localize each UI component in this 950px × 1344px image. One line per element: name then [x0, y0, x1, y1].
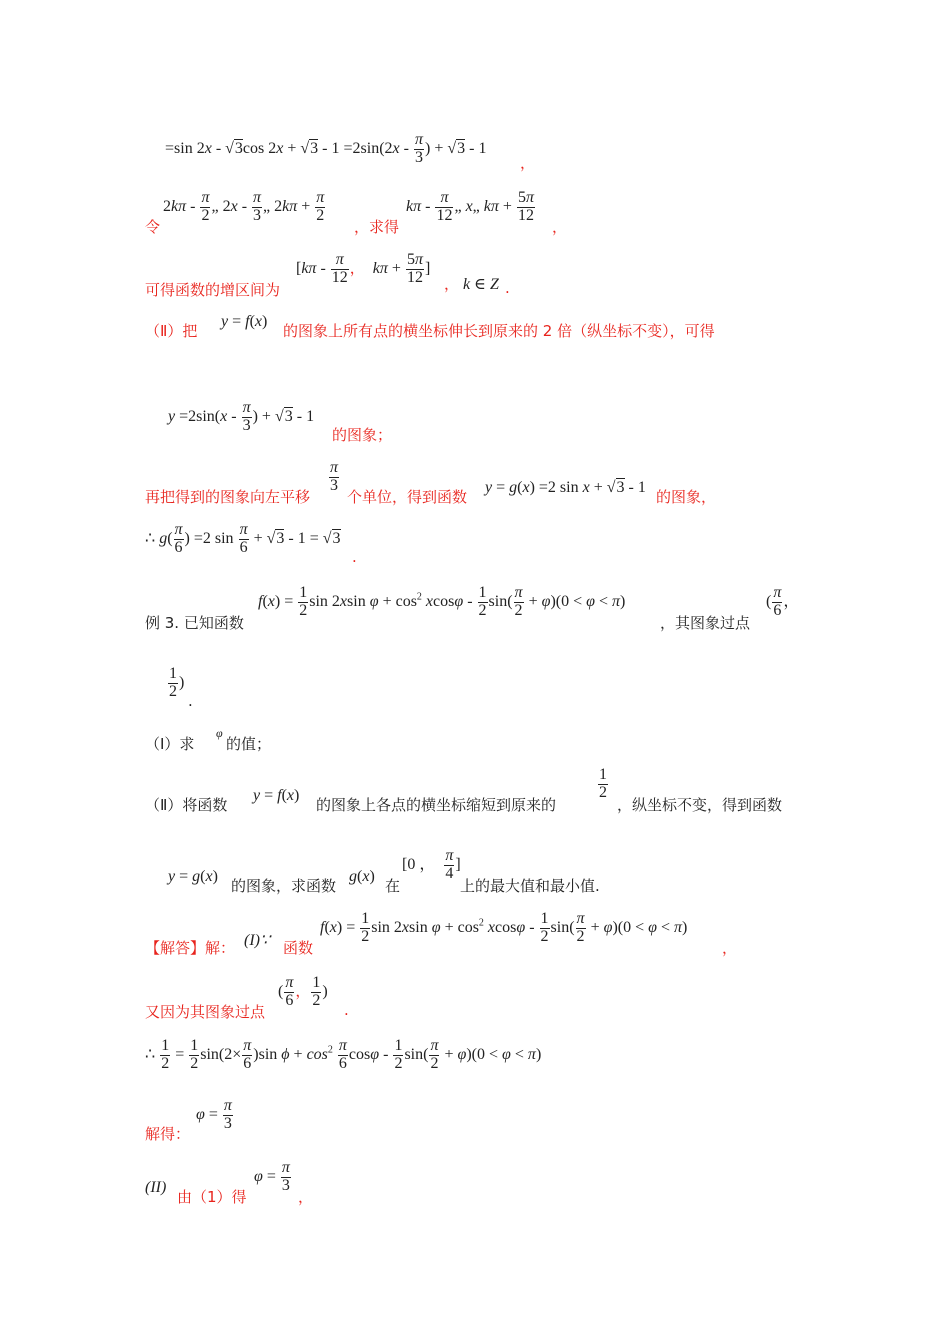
- answer-5-part: (II): [145, 1179, 167, 1196]
- example-3-label: 例 3. 已知函数: [145, 614, 244, 632]
- answer-2-text: 又因为其图象过点: [145, 1003, 266, 1021]
- answer-2-point: ( $\frac{\pi}{6}$ ， $\frac{1}{2}$ ): [278, 974, 328, 1009]
- question-2-label: （Ⅱ）将函数: [145, 796, 228, 814]
- q2b-text-1: 的图象，求函数: [231, 877, 337, 895]
- line-1-tail: ，: [520, 154, 536, 172]
- k-in-z: ， k ∈ Z: [444, 275, 499, 293]
- example-3-text: ，其图象过点: [660, 614, 751, 632]
- answer-4-eq: φ = $\frac{\pi}{3}$: [196, 1097, 232, 1132]
- example-3-point-x: ( $\frac{\pi}{6}$ ，: [766, 584, 800, 619]
- q2b-text-2: 在: [385, 877, 401, 895]
- let-label: 令: [145, 218, 161, 236]
- stretched-function: y =2sin(x - $\frac{\pi}{3}$ ) + √3 - 1: [168, 399, 315, 434]
- shift-text-1: 再把得到的图象向左平移: [145, 488, 311, 506]
- line-2-tail: ，: [552, 218, 568, 236]
- graph-of-text: 的图象；: [332, 426, 393, 444]
- example-3-function: f(x) = $\frac{1}{2}$ sin 2xsin $\varphi + \cos^2 xcos\varphi$ - $\frac{1}{2}$ sin( $\frac{\pi}{2}$ + φ)(0 < φ < π): [258, 584, 626, 619]
- q2b-interval: [0 ， $\frac{\pi}{4}$ ]: [402, 847, 461, 882]
- example-3-point-y: $\frac{1}{2}$ ): [169, 665, 185, 700]
- answer-function-word: 函数: [283, 939, 314, 957]
- answer-5-tail: ，: [298, 1188, 314, 1206]
- increasing-interval: [kπ - $\frac{\pi}{12}$ ， kπ + $\frac{5\pi}{12}$ ]: [296, 251, 431, 286]
- answer-5-text: 由（1）得: [177, 1188, 247, 1206]
- answer-4-text: 解得：: [145, 1125, 191, 1143]
- function-y-fx: y = f(x): [221, 313, 268, 330]
- shift-amount: $\frac{\pi}{3}$: [330, 459, 339, 494]
- increasing-interval-text: 可得函数的增区间为: [145, 281, 281, 299]
- shift-text-3: 的图象，: [656, 488, 717, 506]
- g-pi-over-6-eq: ∴ g( $\frac{\pi}{6}$ ) =2 sin $\frac{\pi}{6}$ + √3 - 1 = √3: [145, 521, 341, 556]
- q2-text-1: 的图象上各点的横坐标缩短到原来的: [316, 796, 557, 814]
- q2-text-2: ，纵坐标不变，得到函数: [617, 796, 783, 814]
- question-1-label: （Ⅰ）求: [145, 735, 195, 753]
- answer-function: f(x) = $\frac{1}{2}$ sin 2xsin $\varphi + \cos^2 xcos\varphi$ - $\frac{1}{2}$ sin( $\frac{\pi}{2}$ + φ)(0 < φ < π): [320, 910, 688, 945]
- line-3-tail: .: [505, 279, 510, 297]
- inequality-range: 2kπ - $\frac{\pi}{2}$ „ 2x - $\frac{\pi}{3}$ „ 2kπ + $\frac{\pi}{2}$: [163, 189, 325, 224]
- q2-function: y = f(x): [253, 787, 300, 804]
- q2b-function: y = g(x): [168, 868, 218, 885]
- q2b-function-2: g(x): [349, 868, 375, 885]
- example-3-tail: .: [188, 692, 193, 710]
- answer-2-tail: .: [344, 1001, 349, 1019]
- phi-var: φ: [216, 726, 223, 740]
- answer-5-eq: φ = $\frac{\pi}{3}$: [254, 1159, 290, 1194]
- part-2-label: （Ⅱ）把: [145, 322, 198, 340]
- answer-label: 【解答】解：: [145, 939, 236, 957]
- solve-label: ，求得: [354, 218, 400, 236]
- equation-line-1: =sin 2x - √3cos 2x + √3 - 1 =2sin(2x - $\frac{\pi}{3}$ ) + √3 - 1: [165, 131, 487, 166]
- q2b-text-3: 上的最大值和最小值.: [460, 877, 600, 895]
- answer-tail: ，: [722, 939, 738, 957]
- stretch-text: 的图象上所有点的横坐标伸长到原来的 2 倍（纵坐标不变），可得: [283, 322, 715, 340]
- question-1-text: 的值；: [226, 735, 272, 753]
- line-7-tail: .: [352, 548, 357, 566]
- shift-text-2: 个单位，得到函数: [347, 488, 468, 506]
- answer-part-1: (I)∵: [244, 932, 271, 949]
- answer-3-eq: ∴ $\frac{1}{2}$ = $\frac{1}{2}$ sin(2× $\frac{\pi}{6}$ )sin $\phi + \cos^2$ $\frac{\pi}{6}$ cosφ - $\frac{1}{2}$ sin( $\frac{\pi}{2}$ + φ)(0 < φ < π): [145, 1037, 542, 1072]
- function-gx: y = g(x) =2 sin x + √3 - 1: [485, 479, 646, 496]
- q2-ratio: $\frac{1}{2}$: [599, 766, 607, 801]
- x-range-result: kπ - $\frac{\pi}{12}$ „ x„ kπ + $\frac{5\pi}{12}$: [406, 189, 534, 224]
